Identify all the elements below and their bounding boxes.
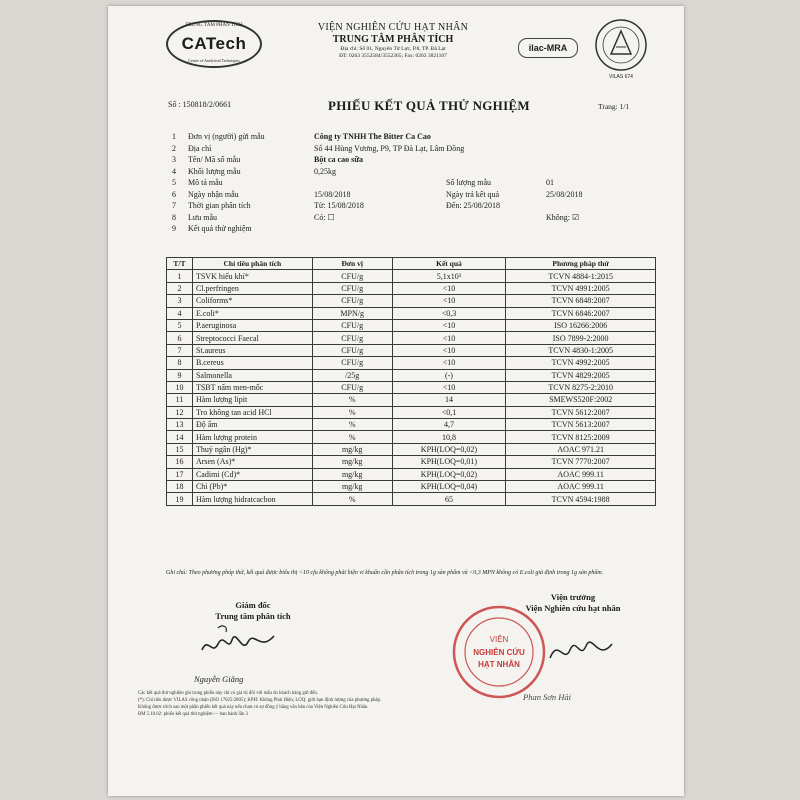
row-index: 19 [167, 493, 193, 505]
row-parameter: B.cereus [192, 357, 312, 369]
table-row [167, 369, 656, 381]
row-method: TCVN 5613:2007 [506, 419, 656, 431]
signatory-right-title: Viện trưởng [550, 592, 596, 602]
page-number: Trang: 1/1 [598, 102, 630, 111]
row-unit: CFU/g [312, 270, 392, 282]
institute-address: Địa chỉ: Số 01, Nguyên Tử Lực, P.8, TP. Đà Lạt [340, 46, 446, 52]
info-index: 5 [172, 178, 176, 187]
row-index: 1 [167, 270, 193, 282]
logo-top-text: TRUNG TÂM PHÂN TÍCH [185, 23, 243, 28]
row-parameter: Thuỷ ngân (Hg)* [192, 443, 312, 455]
table-row [167, 456, 656, 468]
row-unit: CFU/g [312, 381, 392, 393]
info-value: 0,25kg [314, 166, 336, 176]
institute-phone: ĐT: 0263 3552584/3552365; Fax: 0263 3821107 [339, 53, 447, 59]
row-unit: CFU/g [312, 319, 392, 331]
row-index: 9 [167, 369, 193, 381]
info-label: Lưu mẫu [188, 212, 217, 222]
row-index: 10 [167, 381, 193, 393]
catech-logo [166, 20, 262, 68]
signatory-left-org: Trung tâm phân tích [215, 611, 291, 621]
table-row [167, 406, 656, 418]
row-index: 2 [167, 282, 193, 294]
row-unit: % [312, 493, 392, 505]
row-method: TCVN 7770:2007 [506, 456, 656, 468]
table-row [167, 344, 656, 356]
row-result: <10 [392, 357, 506, 369]
header-unit: Đơn vị [312, 258, 392, 270]
row-unit: CFU/g [312, 357, 392, 369]
row-method: TCVN 4884-1:2015 [506, 270, 656, 282]
info-row [164, 224, 654, 236]
table-row [167, 381, 656, 393]
footer-line: BM 5.10.02: phiếu kết quả thử nghiệm — ban hành lần 3 [138, 712, 248, 717]
row-method: AOAC 971.21 [506, 443, 656, 455]
row-result: <0,3 [392, 307, 506, 319]
row-parameter: St.aureus [192, 344, 312, 356]
row-unit: MPN/g [312, 307, 392, 319]
row-method: TCVN 5612:2007 [506, 406, 656, 418]
info-index: 2 [172, 143, 176, 153]
row-unit: % [312, 394, 392, 406]
row-method: TCVN 4992:2005 [506, 357, 656, 369]
info-index: 4 [172, 166, 176, 176]
row-unit: /25g [312, 369, 392, 381]
row-parameter: Cl.perfringen [192, 282, 312, 294]
info-label-2: Ngày trả kết quả [446, 189, 500, 199]
document-number-value: 150818/2/0661 [182, 100, 232, 109]
row-parameter: Hàm lượng protein [192, 431, 312, 443]
stamp-line1: VIỆN [489, 635, 509, 644]
row-result: 5,1x10³ [392, 270, 506, 282]
vilas-accreditation-logo [594, 18, 648, 80]
row-unit: CFU/g [312, 332, 392, 344]
row-parameter: Coliforms* [192, 295, 312, 307]
info-row [164, 144, 654, 156]
institute-header [293, 22, 493, 59]
header-result: Kết quả [392, 258, 506, 270]
table-row [167, 319, 656, 331]
row-unit: CFU/g [312, 344, 392, 356]
info-row [164, 190, 654, 202]
row-result: <10 [392, 295, 506, 307]
row-parameter: E.coli* [192, 307, 312, 319]
row-result: <10 [392, 319, 506, 331]
signatory-right-org: Viện Nghiên cứu hạt nhân [525, 603, 621, 613]
row-parameter: Độ ẩm [192, 419, 312, 431]
row-index: 8 [167, 357, 193, 369]
row-result: (-) [392, 369, 506, 381]
table-row [167, 394, 656, 406]
row-result: <10 [392, 332, 506, 344]
signatory-left-title: Giám đốc [235, 600, 271, 610]
info-row [164, 213, 654, 225]
row-index: 16 [167, 456, 193, 468]
signatory-right-name: Phan Sơn Hải [523, 692, 571, 702]
row-index: 14 [167, 431, 193, 443]
info-value-2: 25/08/2018 [546, 189, 583, 199]
row-parameter: Chì (Pb)* [192, 481, 312, 493]
table-row [167, 481, 656, 493]
table-row [167, 493, 656, 505]
row-method: TCVN 8275-2:2010 [506, 381, 656, 393]
row-index: 3 [167, 295, 193, 307]
header-index: T/T [167, 258, 193, 270]
ilac-mra-logo: ilac-MRA [518, 38, 578, 58]
row-parameter: TSBT nấm men-mốc [192, 381, 312, 393]
row-method: TCVN 6848:2007 [506, 295, 656, 307]
stamp-line3: HẠT NHÂN [478, 660, 520, 669]
info-index: 8 [172, 212, 176, 222]
row-unit: CFU/g [312, 295, 392, 307]
row-result: KPH(LOQ=0,04) [392, 481, 506, 493]
info-row [164, 167, 654, 179]
signatory-left-name: Nguyễn Giằng [194, 674, 244, 684]
row-index: 7 [167, 344, 193, 356]
table-row [167, 295, 656, 307]
info-label: Đơn vị (người) gửi mẫu [188, 132, 265, 141]
row-unit: mg/kg [312, 443, 392, 455]
info-value: Công ty TNHH The Bitter Ca Cao [314, 132, 431, 141]
info-index: 9 [172, 224, 176, 233]
info-value-2: 01 [546, 178, 554, 187]
institute-name: VIỆN NGHIÊN CỨU HẠT NHÂN [317, 22, 469, 33]
row-result: KPH(LOQ=0,02) [392, 468, 506, 480]
row-parameter: Arsen (As)* [192, 456, 312, 468]
sample-info [164, 132, 654, 236]
signature-left-icon [198, 622, 278, 662]
info-label: Mô tả mẫu [188, 178, 223, 187]
info-index: 6 [172, 189, 176, 199]
info-label-2: Đến: 25/08/2018 [446, 201, 500, 210]
signatory-left [178, 600, 328, 622]
row-unit: mg/kg [312, 481, 392, 493]
table-row [167, 443, 656, 455]
info-value-2: Không: ☑ [546, 212, 580, 222]
stamp-line2: NGHIÊN CỨU [473, 648, 525, 657]
info-index: 7 [172, 201, 176, 210]
info-row [164, 201, 654, 213]
table-row [167, 332, 656, 344]
row-index: 15 [167, 443, 193, 455]
header-parameter: Chỉ tiêu phân tích [192, 258, 312, 270]
footer-notes [138, 690, 468, 718]
info-row [164, 155, 654, 167]
info-index: 3 [172, 155, 176, 164]
vilas-seal-icon [594, 18, 648, 72]
row-result: 4,7 [392, 419, 506, 431]
row-unit: mg/kg [312, 468, 392, 480]
row-parameter: Hàm lượng lipit [192, 394, 312, 406]
row-result: <10 [392, 381, 506, 393]
document-number [168, 100, 231, 109]
row-unit: % [312, 406, 392, 418]
document-number-label: Số : [168, 100, 181, 109]
results-table [166, 257, 656, 506]
footer-line: (*): Chỉ tiêu được VILAS công nhận (ISO 17025:2005); KPH: Không Phát Hiện; LOQ: giới hạn định lượng của phương pháp. [138, 698, 382, 703]
row-result: 10,8 [392, 431, 506, 443]
table-row [167, 431, 656, 443]
info-value: 15/08/2018 [314, 189, 351, 199]
row-method: ISO 16266:2006 [506, 319, 656, 331]
row-index: 13 [167, 419, 193, 431]
row-parameter: P.aeruginosa [192, 319, 312, 331]
row-index: 11 [167, 394, 193, 406]
info-label: Tên/ Mã số mẫu [188, 155, 241, 164]
row-result: <10 [392, 344, 506, 356]
table-row [167, 468, 656, 480]
row-unit: % [312, 431, 392, 443]
info-value: Có: ☐ [314, 212, 335, 222]
info-label: Địa chỉ [188, 143, 212, 153]
row-result: 65 [392, 493, 506, 505]
footer-line: Các kết quả thử nghiệm ghi trong phiếu này chỉ có giá trị đối với mẫu do khách hàng gửi đến. [138, 691, 318, 696]
info-label: Thời gian phân tích [188, 201, 251, 210]
row-unit: mg/kg [312, 456, 392, 468]
row-method: AOAC 999.11 [506, 468, 656, 480]
info-value: Số 44 Hùng Vương, P9, TP Đà Lạt, Lâm Đồng [314, 143, 465, 153]
row-method: SMEWS520F:2002 [506, 394, 656, 406]
header-method: Phương pháp thử [506, 258, 656, 270]
red-stamp-icon [451, 604, 547, 700]
row-method: TCVN 4830-1:2005 [506, 344, 656, 356]
info-value: Bột ca cao sữa [314, 155, 364, 164]
info-label-2: Số lượng mẫu [446, 178, 492, 187]
vilas-label: VILAS 674 [609, 74, 633, 80]
row-result: 14 [392, 394, 506, 406]
row-method: TCVN 4594:1988 [506, 493, 656, 505]
row-unit: CFU/g [312, 282, 392, 294]
table-row [167, 282, 656, 294]
footer-line: Không được trích sao một phần phiếu kết quả này nếu chưa có sự đồng ý bằng văn bản của Viện Nghiên Cứu Hạt Nhân. [138, 705, 369, 710]
row-unit: % [312, 419, 392, 431]
document-page [108, 6, 684, 796]
center-name: TRUNG TÂM PHÂN TÍCH [332, 34, 454, 45]
row-method: TCVN 4829:2005 [506, 369, 656, 381]
document-title: PHIẾU KẾT QUẢ THỬ NGHIỆM [328, 98, 530, 113]
row-result: <10 [392, 282, 506, 294]
row-index: 5 [167, 319, 193, 331]
row-result: KPH(LOQ=0,02) [392, 443, 506, 455]
row-parameter: TSVK hiếu khí* [192, 270, 312, 282]
row-index: 12 [167, 406, 193, 418]
info-label: Ngày nhận mẫu [188, 189, 239, 199]
info-label: Kết quả thử nghiệm [188, 224, 252, 233]
table-header-row [167, 258, 656, 270]
row-result: KPH(LOQ=0,01) [392, 456, 506, 468]
row-parameter: Cadimi (Cd)* [192, 468, 312, 480]
row-parameter: Salmonella [192, 369, 312, 381]
row-index: 6 [167, 332, 193, 344]
logo-main-text: CATech [181, 34, 247, 53]
results-body [167, 270, 656, 505]
row-parameter: Streptococci Faecal [192, 332, 312, 344]
footnote: Ghi chú: Theo phương pháp thử, kết quả được biểu thị <10 cfu không phát hiện vi khuẩn cần phân tích trong 1g sản phẩm và <0,3 MPN không có E.coli giả định trong 1g sản phẩm. [166, 570, 604, 576]
row-method: AOAC 999.11 [506, 481, 656, 493]
signature-right-icon [546, 634, 616, 670]
table-row [167, 357, 656, 369]
info-label: Khối lượng mẫu [188, 166, 241, 176]
table-row [167, 307, 656, 319]
info-row [164, 178, 654, 190]
info-value: Từ: 15/08/2018 [314, 201, 364, 210]
row-method: TCVN 8125:2009 [506, 431, 656, 443]
row-parameter: Tro không tan acid HCl [192, 406, 312, 418]
table-row [167, 419, 656, 431]
row-result: <0,1 [392, 406, 506, 418]
row-index: 4 [167, 307, 193, 319]
row-index: 17 [167, 468, 193, 480]
row-method: TCVN 6846:2007 [506, 307, 656, 319]
info-row [164, 132, 654, 144]
row-method: TCVN 4991:2005 [506, 282, 656, 294]
row-method: ISO 7899-2:2000 [506, 332, 656, 344]
row-index: 18 [167, 481, 193, 493]
table-row [167, 270, 656, 282]
info-index: 1 [172, 132, 176, 141]
row-parameter: Hàm lượng hidratcacbon [192, 493, 312, 505]
logo-bottom-text: Center of Analytical Techniques [188, 58, 240, 63]
